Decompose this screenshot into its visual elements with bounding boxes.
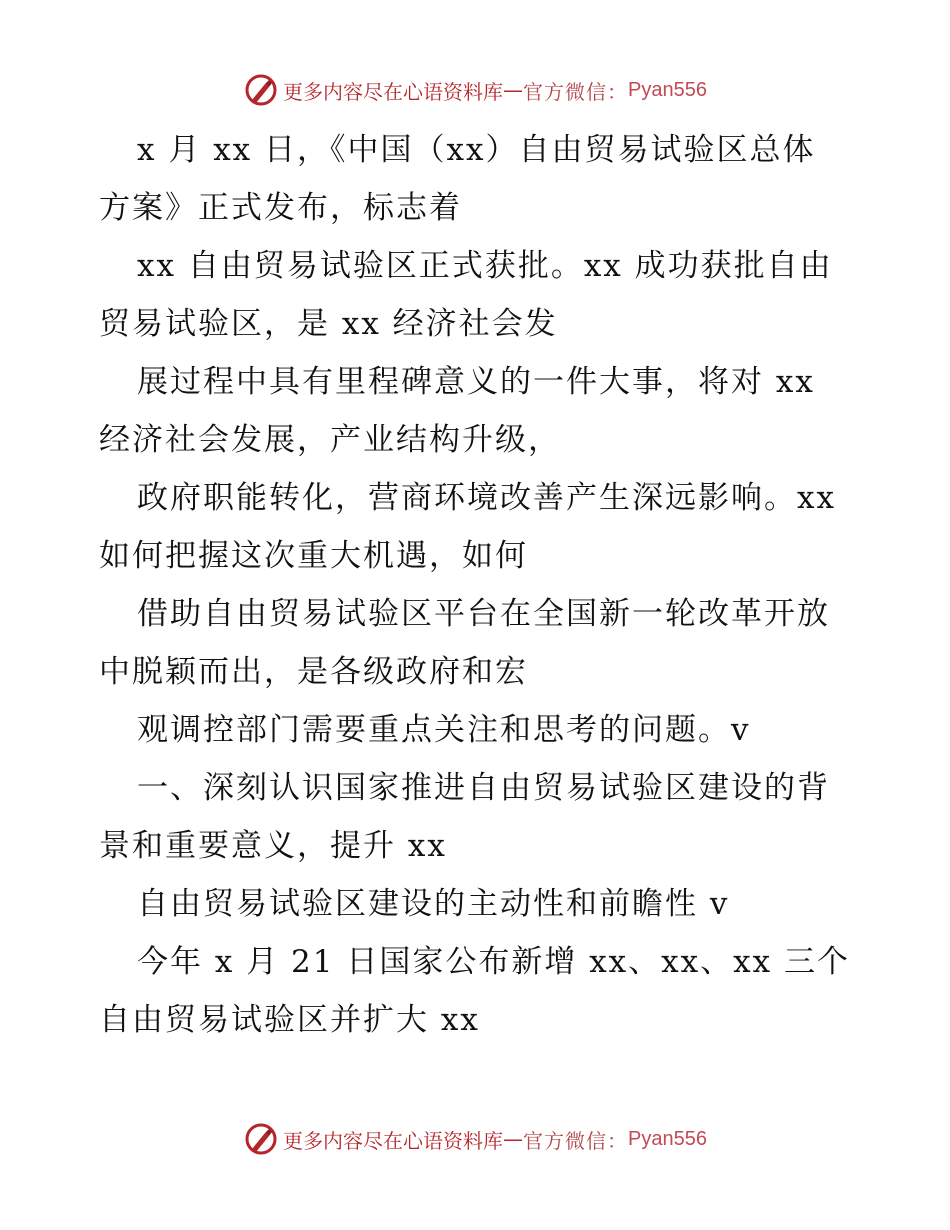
footer-banner (0, 1119, 950, 1159)
text-line: 方案》正式发布，标志着 (99, 190, 462, 226)
banner-brand-text: 更多内容尽在心语资料库 (283, 1128, 504, 1153)
text-line: x 月 xx 日，《中国（xx）自由贸易试验区总体 (137, 132, 816, 168)
text-line: 自由贸易试验区并扩大 xx (99, 1002, 480, 1038)
text-line: 展过程中具有里程碑意义的一件大事，将对 xx (137, 364, 815, 400)
text-line: 今年 x 月 21 日国家公布新增 xx、xx、xx 三个 (137, 944, 850, 980)
section-heading-line: 自由贸易试验区建设的主动性和前瞻性 v (137, 886, 730, 922)
banner-separator: — (503, 1127, 524, 1151)
banner-separator: — (503, 78, 524, 102)
banner-wechat-label: 官方微信： (523, 1128, 629, 1153)
text-line: 借助自由贸易试验区平台在全国新一轮改革开放 (137, 596, 830, 632)
text-line: 观调控部门需要重点关注和思考的问题。v (137, 712, 751, 748)
header-banner (0, 70, 950, 110)
text-line: 经济社会发展，产业结构升级， (99, 422, 561, 458)
text-line: 政府职能转化，营商环境改善产生深远影响。xx (137, 480, 836, 516)
pen-logo-icon (243, 72, 279, 108)
text-line: xx 自由贸易试验区正式获批。xx 成功获批自由 (137, 248, 833, 284)
section-heading-line: 一、深刻认识国家推进自由贸易试验区建设的背 (137, 770, 830, 806)
text-line: 如何把握这次重大机遇，如何 (99, 538, 528, 574)
text-line: 贸易试验区，是 xx 经济社会发 (99, 306, 558, 342)
pen-logo-icon (243, 1121, 279, 1157)
banner-wechat-id: Pyan556 (628, 78, 707, 101)
text-line: 中脱颖而出，是各级政府和宏 (99, 654, 528, 690)
section-heading-line: 景和重要意义，提升 xx (99, 828, 447, 864)
banner-brand-text: 更多内容尽在心语资料库 (283, 79, 504, 104)
banner-wechat-id: Pyan556 (628, 1127, 707, 1150)
banner-wechat-label: 官方微信： (523, 79, 629, 104)
